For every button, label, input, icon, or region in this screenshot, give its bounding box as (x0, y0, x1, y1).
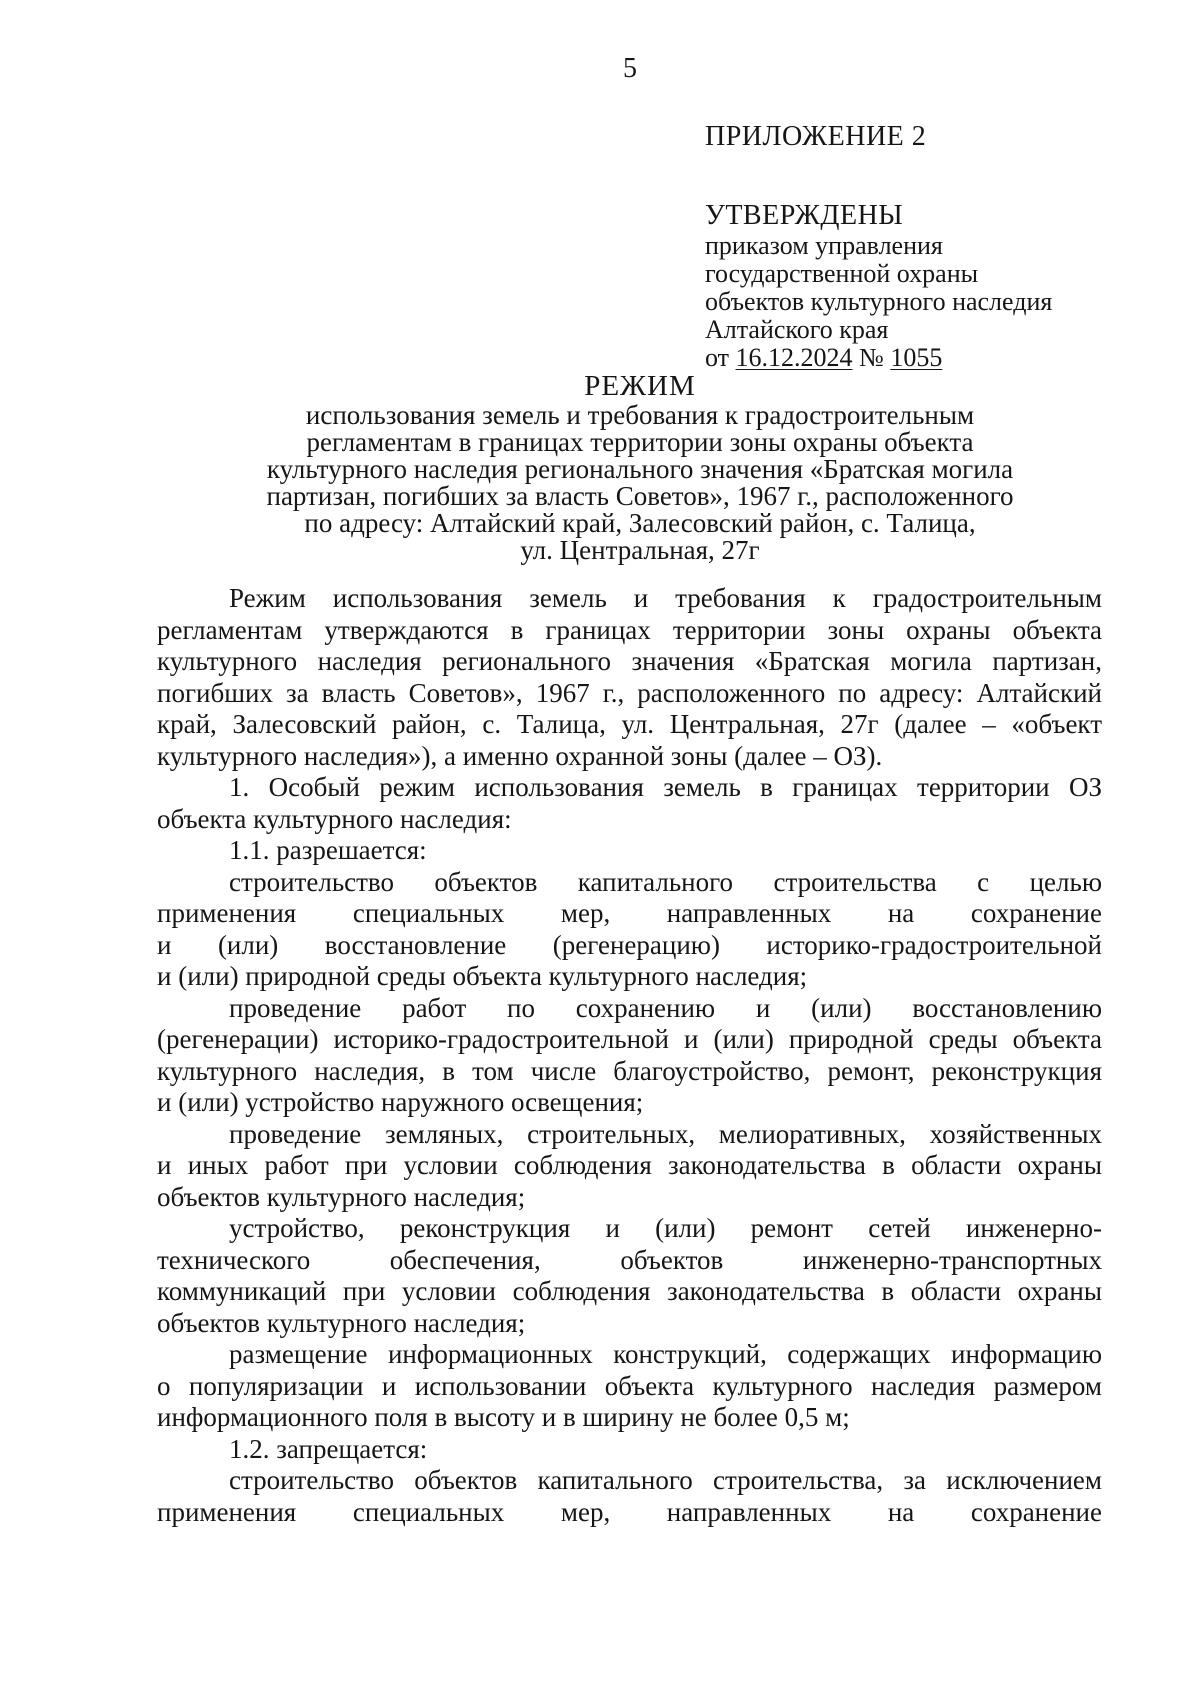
date-prefix: от (705, 343, 736, 372)
title-block (160, 370, 1120, 564)
body-line: 1.1. разрешается: (229, 835, 427, 865)
subtitle-line: партизан, погибших за власть Советов», 1967 г., расположенного (266, 481, 1014, 511)
approval-line: объектов культурного наследия (705, 287, 1053, 316)
body-text (157, 583, 1102, 1528)
number-sign: № (852, 343, 891, 372)
body-line: строительство объектов капитального строительства, за исключением (229, 1465, 1102, 1495)
subtitle-line: регламентам в границах территории зоны охраны объекта (306, 427, 974, 457)
body-line: о популяризации и использовании объекта культурного наследия размером (157, 1370, 1102, 1401)
body-line: применения специальных мер, направленных на сохранение (157, 1496, 1102, 1527)
subtitle-line: использования земель и требования к градостроительным (305, 400, 975, 430)
page-number: 5 (623, 53, 637, 84)
approval-block (705, 120, 1165, 372)
body-line: коммуникаций при условии соблюдения законодательства в области охраны (157, 1276, 1102, 1306)
body-line: регламентам утверждаются в границах территории зоны охраны объекта (157, 614, 1102, 645)
body-line: и (или) природной среды объекта культурного наследия; (157, 961, 808, 991)
approved-label: УТВЕРЖДЕНЫ (705, 200, 904, 231)
body-line: культурного наследия»), а именно охранной зоны (далее – ОЗ). (157, 740, 883, 771)
body-line: и (или) устройство наружного освещения; (157, 1087, 644, 1117)
subtitle-line: ул. Центральная, 27г (520, 535, 760, 565)
body-line: погибших за власть Советов», 1967 г., расположенного по адресу: Алтайский (157, 677, 1102, 708)
body-line: технического обеспечения, объектов инженерно-транспортных (157, 1244, 1102, 1275)
body-line: устройство, реконструкция и (или) ремонт сетей инженерно- (229, 1213, 1102, 1243)
body-line: культурного наследия, в том числе благоустройство, ремонт, реконструкция (157, 1055, 1102, 1086)
subtitle-line: культурного наследия регионального значения «Братская могила (266, 454, 1014, 484)
approval-line: Алтайского края (705, 315, 889, 344)
subtitle-line: по адресу: Алтайский край, Залесовский район, с. Талица, (304, 508, 976, 538)
body-line: 1.2. запрещается: (229, 1433, 428, 1464)
body-line: и (или) восстановление (регенерацию) историко-градостроительной (157, 929, 1102, 960)
document-title: РЕЖИМ (584, 370, 696, 402)
approval-line: государственной охраны (705, 259, 979, 288)
body-line: край, Залесовский район, с. Талица, ул. Центральная, 27г (далее – «объект (157, 709, 1102, 739)
body-line: размещение информационных конструкций, содержащих информацию (229, 1339, 1102, 1369)
approval-line: приказом управления (705, 231, 943, 260)
appendix-label: ПРИЛОЖЕНИЕ 2 (705, 121, 927, 152)
body-line: информационного поля в высоту и в ширину не более 0,5 м; (157, 1402, 850, 1432)
body-line: 1. Особый режим использования земель в границах территории ОЗ (229, 772, 1102, 802)
body-line: применения специальных мер, направленных на сохранение (157, 898, 1102, 928)
body-line: Режим использования земель и требования к градостроительным (229, 583, 1102, 613)
body-line: проведение работ по сохранению и (или) восстановлению (229, 992, 1102, 1023)
order-date-number-line (705, 344, 1165, 372)
body-line: строительство объектов капитального строительства с целью (229, 866, 1102, 897)
body-line: проведение земляных, строительных, мелиоративных, хозяйственных (229, 1118, 1102, 1149)
body-line: (регенерации) историко-градостроительной и (или) природной среды объекта (157, 1024, 1102, 1054)
order-date: 16.12.2024 (735, 343, 853, 372)
body-line: и иных работ при условии соблюдения законодательства в области охраны (157, 1150, 1102, 1180)
order-number: 1055 (890, 343, 943, 372)
body-line: объекта культурного наследия: (157, 803, 512, 834)
body-line: культурного наследия регионального значения «Братская могила партизан, (157, 646, 1102, 676)
body-line: объектов культурного наследия; (157, 1181, 526, 1212)
body-line: объектов культурного наследия; (157, 1307, 526, 1338)
